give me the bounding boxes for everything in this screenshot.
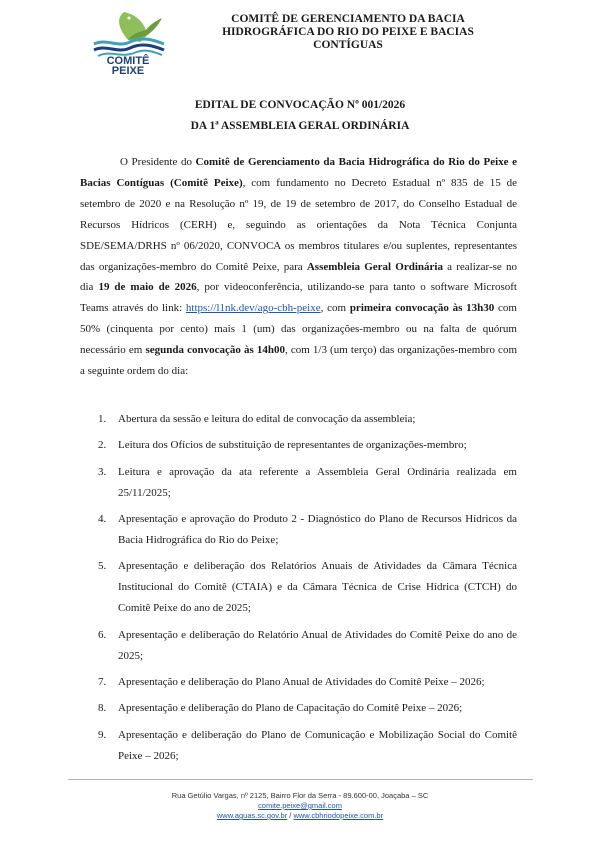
agenda-item-text: Leitura dos Ofícios de substituição de representantes de organizações-membro; [118, 439, 467, 452]
logo-text-peixe: PEIXE [111, 65, 145, 77]
agenda-item [80, 556, 517, 619]
footer-email-line [0, 801, 600, 811]
second-call-time: segunda convocação às 14h00 [145, 344, 285, 357]
agenda-item [80, 509, 517, 551]
agenda-item-number: 1. [98, 413, 107, 425]
org-title-line: HIDROGRÁFICA DO RIO DO PEIXE E BACIAS [222, 26, 474, 38]
footer-site-link-aguas[interactable]: www.aguas.sc.gov.br [216, 811, 288, 820]
agenda-item-number: 4. [98, 513, 107, 526]
agenda-item [80, 698, 517, 719]
paragraph-text: , com fundamento no Decreto Estadual nº 835 de 15 de setembro de 2020 e na Resolução nº 19, de 19 de setembro de 2017, do Conselho Estadual de Recursos Hídricos (CERH) e, seguindo as orientações da Nota Técnica Conjunta SDE/SEMA/DRHS nº 06/2020, CONVOCA os membros titulares e/ou suplentes, representantes das organizações-membro do Comitê Peixe, para [80, 176, 518, 273]
comite-peixe-logo [88, 10, 168, 78]
paragraph-text: a realizar-se no dia [80, 260, 517, 294]
paragraph-text: , com [320, 302, 350, 315]
agenda-item-number: 5. [98, 560, 107, 573]
agenda-item-number: 7. [98, 675, 107, 688]
agenda-item-text: Apresentação e deliberação do Relatório Anual de Atividades do Comitê Peixe do ano de 2025; [118, 628, 517, 662]
assembly-type: Assembleia Geral Ordinária [306, 260, 443, 273]
agenda-item [80, 625, 517, 667]
agenda-item [80, 672, 517, 693]
agenda-item-text: Leitura e aprovação da ata referente a Assembleia Geral Ordinária realizada em 25/11/2025; [118, 465, 517, 499]
agenda-item-text: Abertura da sessão e leitura do edital de convocação da assembleia; [118, 413, 416, 425]
fish-logo-icon [88, 10, 168, 58]
agenda-item-number: 2. [98, 439, 107, 452]
footer-email-link[interactable]: comite.peixe@gmail.com [258, 801, 342, 810]
footer-websites [0, 811, 600, 821]
agenda-item-text: Apresentação e deliberação do Plano de Capacitação do Comitê Peixe – 2026; [118, 702, 463, 715]
org-title-line: CONTÍGUAS [313, 39, 383, 51]
footer-site-link-cbh[interactable]: www.cbhriodopeixe.com.br [293, 811, 384, 820]
agenda-item-number: 6. [98, 628, 107, 641]
committee-name: Comitê de Gerenciamento da Bacia Hidrográfica do Rio do Peixe e Bacias Contíguas (Comitê Peixe) [80, 156, 518, 189]
paragraph-text: , com 1/3 (um terço) das organizações-membro com a seguinte ordem do dia: [80, 344, 517, 378]
meeting-date: 19 de maio de 2026 [98, 281, 197, 294]
paragraph-text: , por videoconferência, utilizando-se para tanto o software Microsoft Teams através do link: [80, 281, 517, 315]
convocation-paragraph [80, 152, 517, 382]
agenda-item-text: Apresentação e deliberação dos Relatórios Anuais de Atividades da Câmara Técnica Institucional do Comitê (CTAIA) e da Câmara Técnica de Crise Hídrica (CTCH) do Comitê Peixe do ano de 2025; [118, 560, 517, 615]
footer-divider [68, 779, 533, 780]
first-call-time: primeira convocação às 13h30 [349, 302, 495, 315]
agenda-item-text: Apresentação e deliberação do Plano de Comunicação e Mobilização Social do Comitê Peixe – 2026; [118, 728, 517, 762]
organization-title [198, 13, 498, 52]
agenda-item [80, 435, 517, 456]
agenda-item-number: 8. [98, 702, 107, 715]
agenda-item-text: Apresentação e aprovação do Produto 2 - Diagnóstico do Plano de Recursos Hídricos da Bacia Hidrográfica do Rio do Peixe; [118, 513, 517, 547]
document-title: EDITAL DE CONVOCAÇÃO Nº 001/2026 [194, 99, 406, 111]
org-title-line: COMITÊ DE GERENCIAMENTO DA BACIA [231, 13, 465, 25]
paragraph-text: O Presidente do [120, 156, 196, 168]
agenda-item-number: 3. [98, 465, 107, 478]
logo-text-comite: COMITÊ [106, 55, 150, 67]
footer-separator: / [287, 811, 294, 820]
document-subtitle: DA 1ª ASSEMBLEIA GERAL ORDINÁRIA [190, 120, 410, 132]
agenda-item [80, 725, 517, 767]
meeting-link[interactable]: https://l1nk.dev/ago-cbh-peixe [185, 302, 321, 315]
paragraph-text: com 50% (cinquenta por cento) mais 1 (um) das organizações-membro ou na falta de quórum necessário em [80, 302, 517, 357]
agenda-item-text: Apresentação e deliberação do Plano Anual de Atividades do Comitê Peixe – 2026; [118, 675, 485, 688]
agenda-item [80, 409, 517, 430]
agenda-item [80, 462, 517, 504]
footer-address: Rua Getúlio Vargas, nº 2125, Bairro Flor da Serra - 89.600-00, Joaçaba – SC [171, 791, 429, 800]
agenda-item-number: 9. [98, 728, 107, 741]
agenda-list [80, 409, 517, 772]
